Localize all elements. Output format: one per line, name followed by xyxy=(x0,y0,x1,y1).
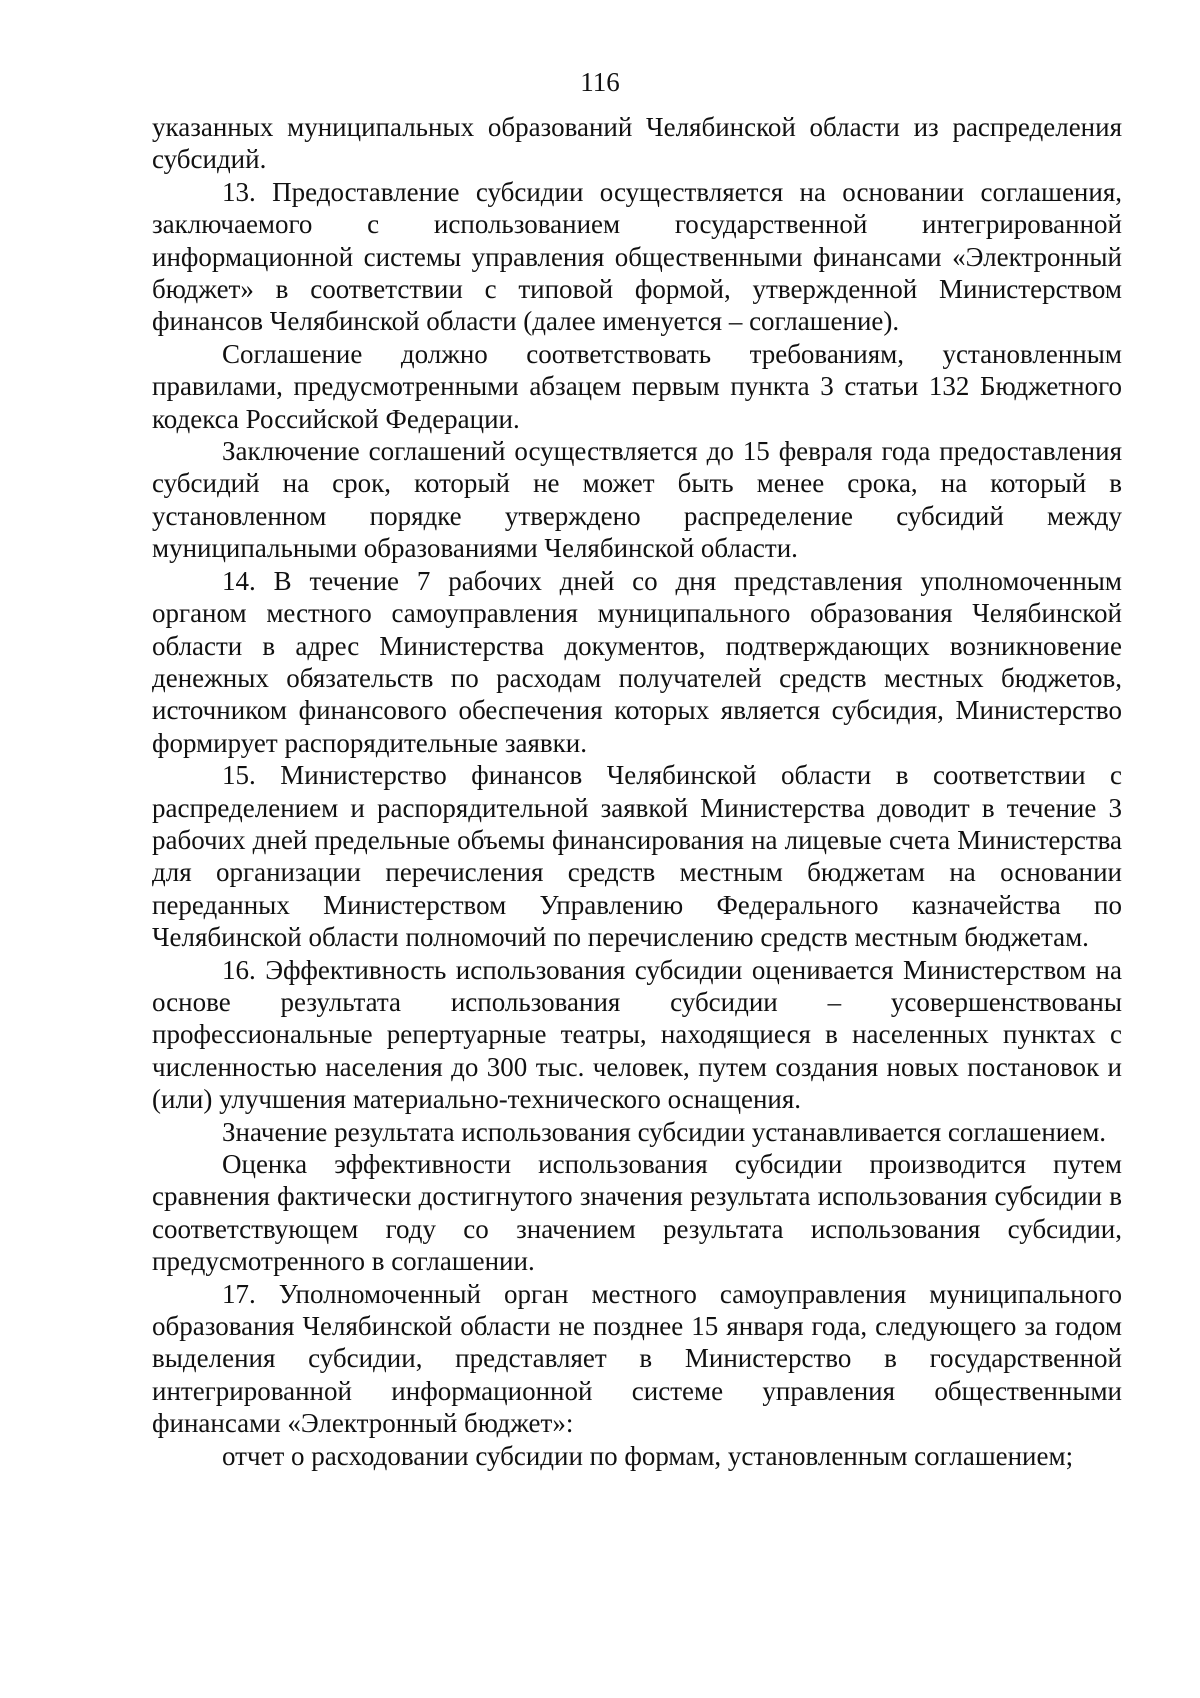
paragraph-continuation: указанных муниципальных образований Челябинской области из распределения субсидий. xyxy=(152,112,1122,175)
paragraph-item-14: 14. В течение 7 рабочих дней со дня представления уполномоченным органом местного самоуправления муниципального образования Челябинской области в адрес Министерства документов, подтверждающих возникновение денежных обязательств по расходам получателей средств местных бюджетов, источником финансового обеспечения которых является субсидия, Министерство формирует распорядительные заявки. xyxy=(152,565,1122,758)
paragraph-item-17: 17. Уполномоченный орган местного самоуправления муниципального образования Челябинской области не позднее 15 января года, следующего за годом выделения субсидии, представляет в Министерство в государственной интегрированной информационной системе управления общественными финансами «Электронный бюджет»: xyxy=(152,1278,1122,1439)
paragraph-report: отчет о расходовании субсидии по формам, установленным соглашением; xyxy=(222,1440,1074,1471)
paragraph-agreement-conclusion: Заключение соглашений осуществляется до 15 февраля года предоставления субсидий на срок, который не может быть менее срока, на который в установленном порядке утверждено распределение субсидий между муниципальными образованиями Челябинской области. xyxy=(152,436,1122,564)
paragraph-result-value: Значение результата использования субсидии устанавливается соглашением. xyxy=(222,1116,1107,1147)
paragraph-efficiency-assessment: Оценка эффективности использования субсидии производится путем сравнения фактически достигнутого значения результата использования субсидии в соответствующем году со значением результата использования субсидии, предусмотренного в соглашении. xyxy=(152,1149,1122,1277)
paragraph-agreement-requirements: Соглашение должно соответствовать требованиям, установленным правилами, предусмотренными абзацем первым пункта 3 статьи 132 Бюджетного кодекса Российской Федерации. xyxy=(152,338,1122,434)
document-body xyxy=(152,111,1122,1472)
paragraph-item-16: 16. Эффективность использования субсидии оценивается Министерством на основе результата использования субсидии – усовершенствованы профессиональные репертуарные театры, находящиеся в населенных пунктах с численностью населения до 300 тыс. человек, путем создания новых постановок и (или) улучшения материально-технического оснащения. xyxy=(152,954,1122,1115)
page-number: 116 xyxy=(580,67,620,97)
paragraph-item-13: 13. Предоставление субсидии осуществляется на основании соглашения, заключаемого с использованием государственной интегрированной информационной системы управления общественными финансами «Электронный бюджет» в соответствии с типовой формой, утвержденной Министерством финансов Челябинской области (далее именуется – соглашение). xyxy=(152,176,1122,337)
paragraph-item-15: 15. Министерство финансов Челябинской области в соответствии с распределением и распорядительной заявкой Министерства доводит в течение 3 рабочих дней предельные объемы финансирования на лицевые счета Министерства для организации перечисления средств местным бюджетам на основании переданных Министерством Управлению Федерального казначейства по Челябинской области полномочий по перечислению средств местным бюджетам. xyxy=(152,760,1122,953)
